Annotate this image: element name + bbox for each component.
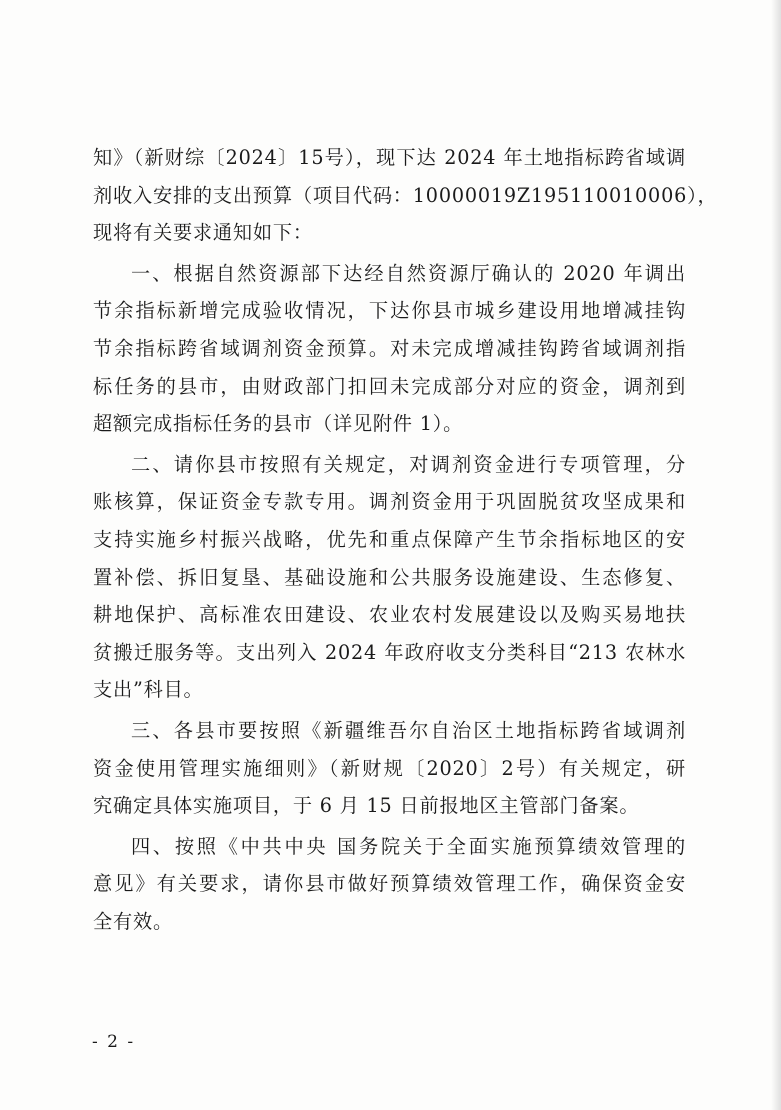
section-3-paragraph bbox=[93, 712, 686, 825]
text-line: 究确定具体实施项目，于 6 月 15 日前报地区主管部门备案。 bbox=[93, 794, 640, 818]
text-line: 一、根据自然资源部下达经自然资源厅确认的 2020 年调出 bbox=[131, 261, 686, 285]
text-line: 贫搬迁服务等。支出列入 2024 年政府收支分类科目“213 农林水 bbox=[93, 640, 686, 664]
text-line: 三、各县市要按照《新疆维吾尔自治区土地指标跨省域调剂 bbox=[131, 718, 686, 742]
section-2-paragraph bbox=[93, 446, 686, 709]
section-4-paragraph bbox=[93, 828, 686, 941]
intro-paragraph bbox=[93, 139, 718, 252]
text-line: 二、请你县市按照有关规定，对调剂资金进行专项管理，分 bbox=[131, 452, 686, 476]
text-line: 意见》有关要求，请你县市做好预算绩效管理工作，确保资金安 bbox=[93, 872, 686, 896]
text-line: 支持实施乡村振兴战略，优先和重点保障产生节余指标地区的安 bbox=[93, 527, 686, 551]
text-line: 账核算，保证资金专款专用。调剂资金用于巩固脱贫攻坚成果和 bbox=[93, 490, 686, 514]
text-line: 耕地保护、高标准农田建设、农业农村发展建设以及购买易地扶 bbox=[93, 603, 686, 627]
text-line: 剂收入安排的支出预算（项目代码：10000019Z195110010006）， bbox=[93, 183, 718, 207]
text-line: 四、按照《中共中央 国务院关于全面实施预算绩效管理的 bbox=[131, 834, 686, 858]
page-edge-shadow bbox=[771, 0, 781, 1110]
text-line: 知》（新财综〔2024〕15号），现下达 2024 年土地指标跨省域调 bbox=[93, 146, 686, 169]
text-line: 支出”科目。 bbox=[93, 678, 204, 702]
text-line: 超额完成指标任务的县市（详见附件 1）。 bbox=[93, 412, 464, 436]
page-number: - 2 - bbox=[92, 1032, 136, 1052]
text-line: 节余指标新增完成验收情况，下达你县市城乡建设用地增减挂钩 bbox=[93, 299, 686, 323]
text-line: 全有效。 bbox=[93, 909, 173, 933]
section-1-paragraph bbox=[93, 255, 686, 443]
text-line: 标任务的县市，由财政部门扣回未完成部分对应的资金，调剂到 bbox=[93, 374, 686, 398]
text-line: 现将有关要求通知如下： bbox=[93, 221, 313, 245]
document-body bbox=[93, 139, 718, 940]
text-line: 节余指标跨省域调剂资金预算。对未完成增减挂钩跨省域调剂指 bbox=[93, 336, 686, 360]
text-line: 置补偿、拆旧复垦、基础设施和公共服务设施建设、生态修复、 bbox=[93, 565, 686, 589]
text-line: 资金使用管理实施细则》（新财规〔2020〕2号）有关规定，研 bbox=[93, 756, 686, 780]
